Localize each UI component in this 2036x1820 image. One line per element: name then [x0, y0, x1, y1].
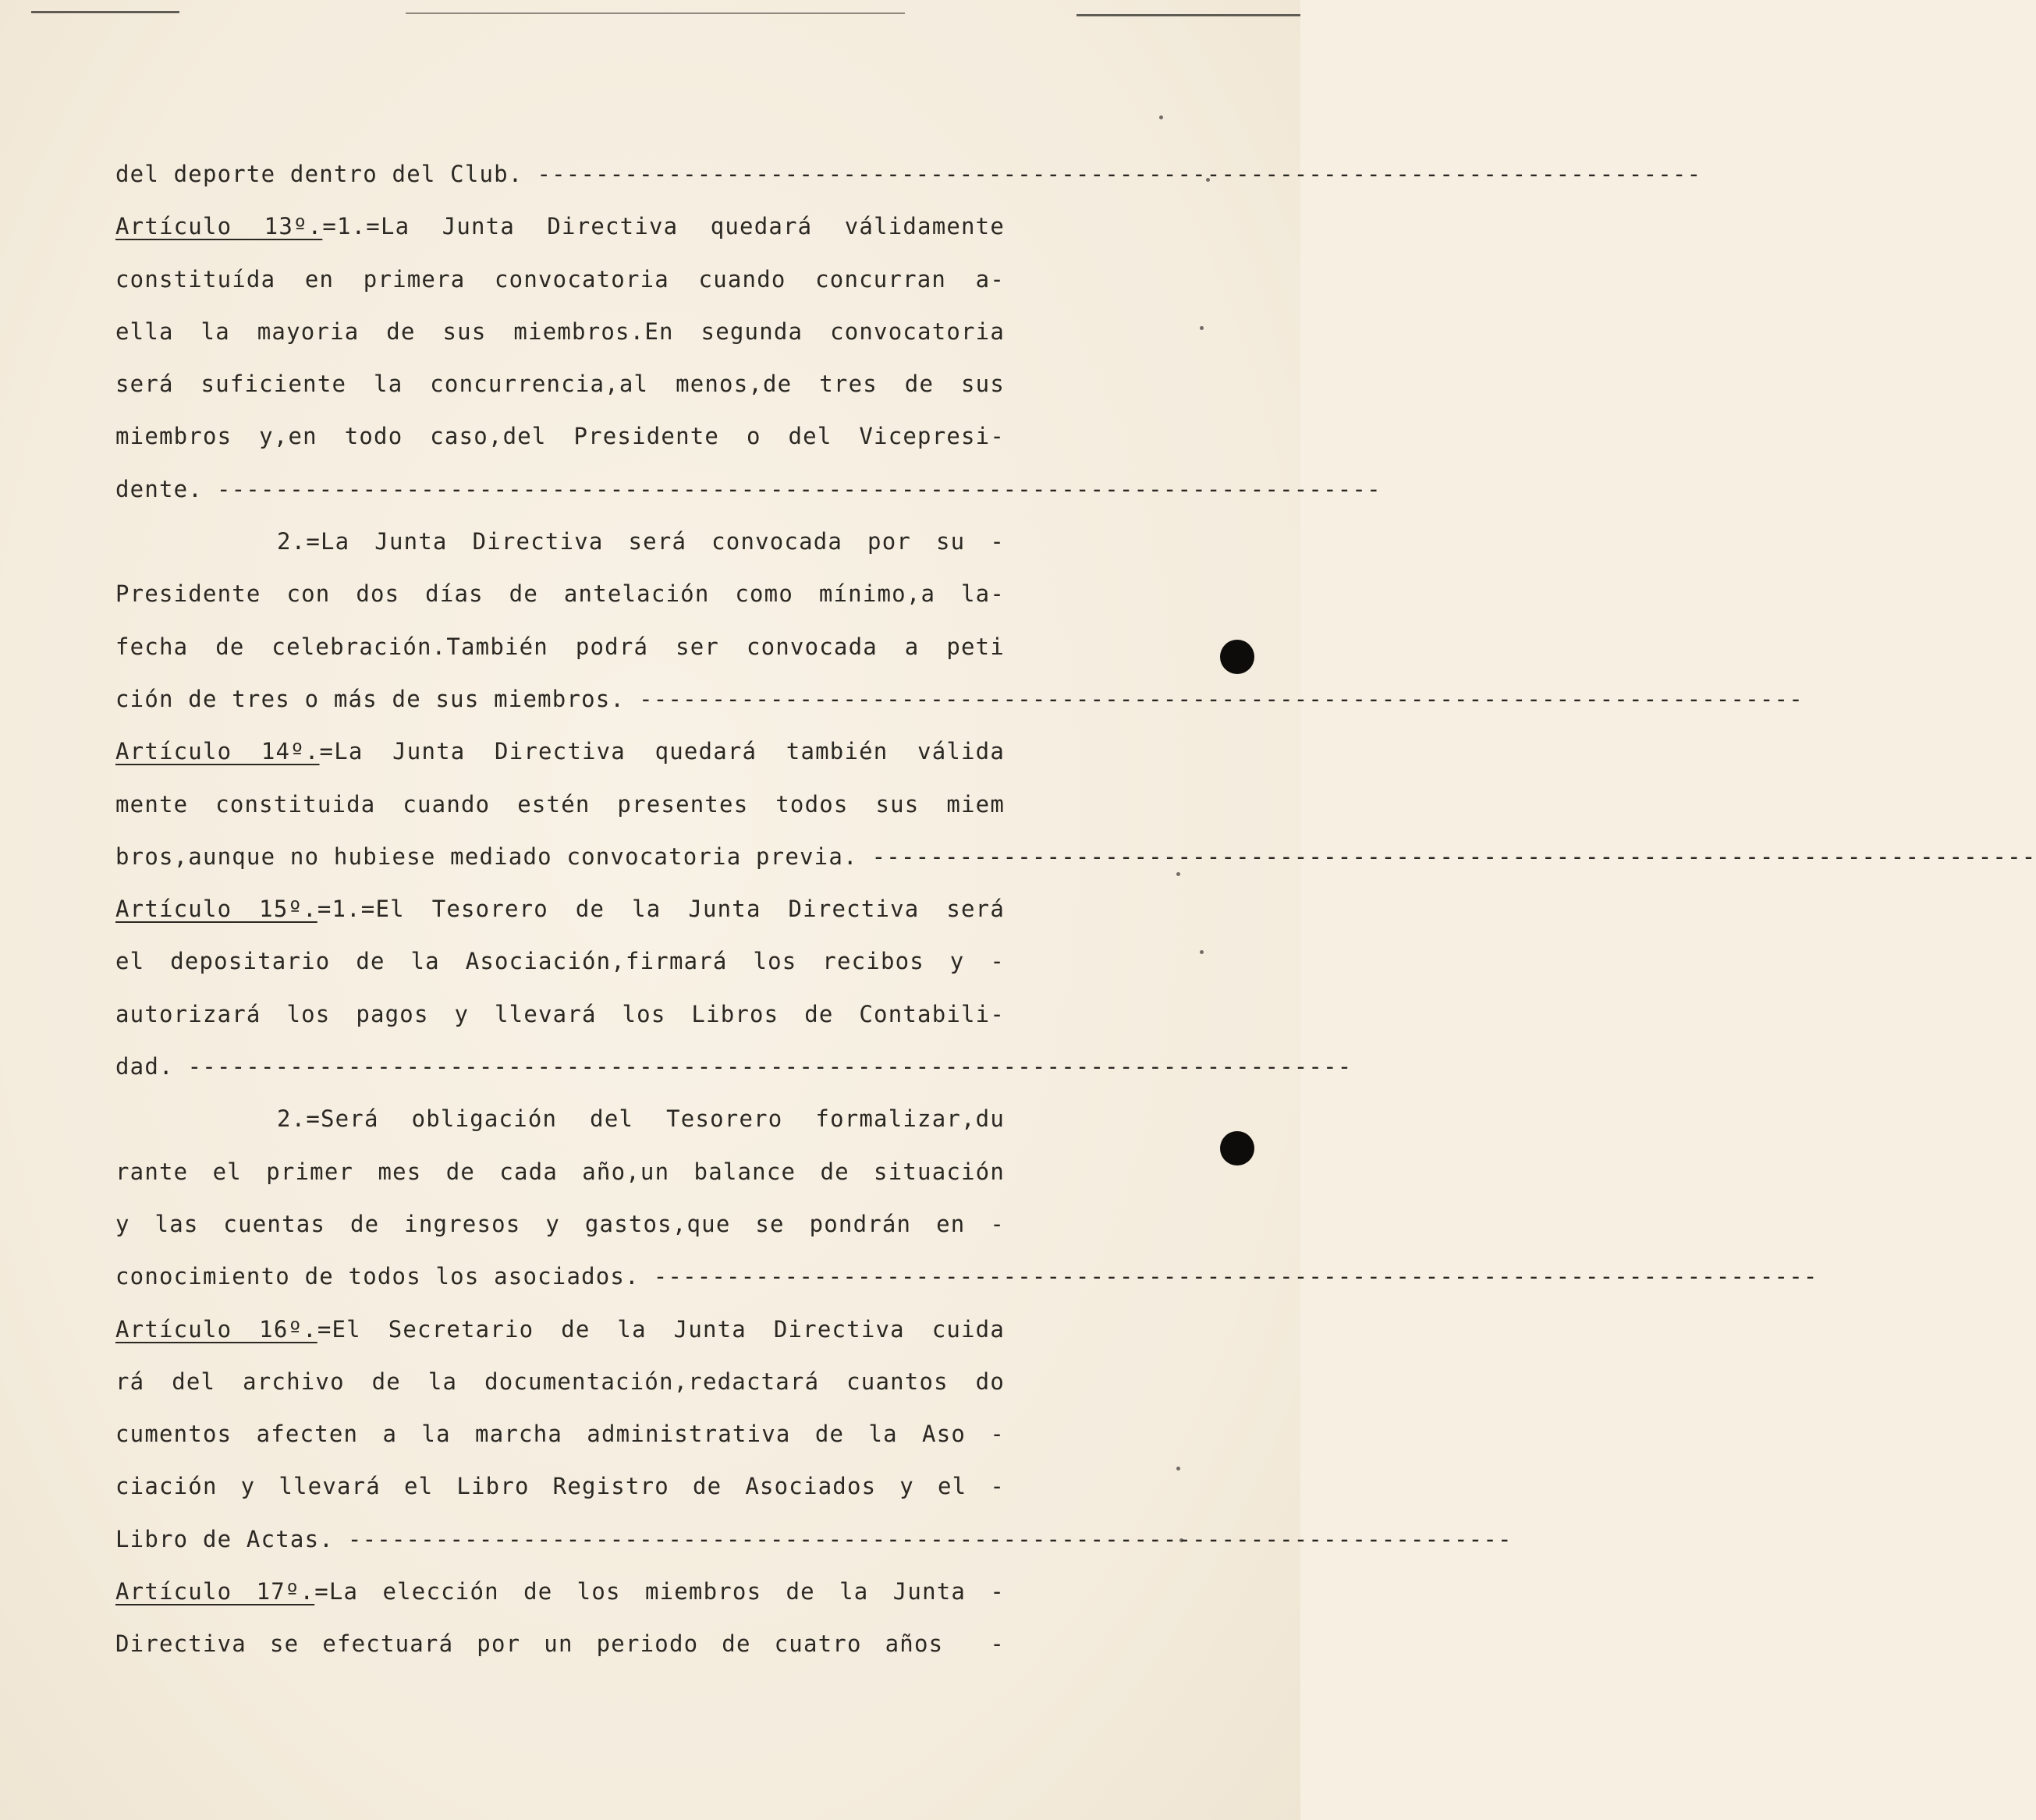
dash-fill: --------------------------------------------------------------------------------: [216, 475, 1382, 502]
line-text: autorizará los pagos y llevará los Libros de Contabili-: [115, 1000, 1005, 1027]
line-text: el depositario de la Asociación,firmará los recibos y -: [115, 948, 1005, 975]
dash-fill: --------------------------------------------------------------------------------: [639, 685, 1804, 712]
text-line: [115, 726, 1005, 778]
text-line: [115, 1198, 1005, 1251]
article-text: =1.=La Junta Directiva quedará válidamente: [322, 213, 1006, 240]
text-line: [115, 1566, 1005, 1618]
text-line: [115, 935, 1005, 988]
text-line: [115, 883, 1005, 935]
article-heading: Artículo 14º.: [115, 738, 320, 765]
text-line: [115, 1513, 1513, 1566]
line-text: [115, 726, 1005, 778]
line-text: 2.=La Junta Directiva será convocada por su -: [277, 528, 1005, 555]
text-line: [115, 568, 1005, 620]
scan-edge-mark: [1077, 14, 1300, 16]
line-text: miembros y,en todo caso,del Presidente o del Vicepresi-: [115, 423, 1005, 450]
line-text: fecha de celebración.También podrá ser convocada a peti: [115, 633, 1005, 660]
text-line: [115, 1618, 1005, 1670]
line-text: Presidente con dos días de antelación como mínimo,a la-: [115, 580, 1005, 608]
line-text: [115, 1566, 1005, 1618]
text-line: [115, 200, 1005, 253]
text-line: [115, 1251, 1818, 1303]
line-text: cumentos afecten a la marcha administrativa de la Aso -: [115, 1421, 1005, 1448]
speck: [1159, 115, 1163, 119]
line-text: mente constituida cuando estén presentes todos sus miem: [115, 790, 1005, 818]
article-text: =La elección de los miembros de la Junta -: [314, 1578, 1005, 1605]
text-line: [115, 1041, 1353, 1093]
text-line: [115, 254, 1005, 306]
dash-fill: --------------------------------------------------------------------------------: [871, 843, 2036, 870]
article-text: =El Secretario de la Junta Directiva cuida: [317, 1315, 1005, 1343]
punch-hole: [1220, 640, 1254, 674]
dash-fill: --------------------------------------------------------------------------------: [537, 161, 1702, 187]
typed-text-body: [115, 148, 2036, 1671]
text-line: [115, 988, 1005, 1041]
line-text: bros,aunque no hubiese mediado convocatoria previa.: [115, 843, 858, 870]
line-text: [115, 883, 1005, 935]
line-text: [115, 1304, 1005, 1356]
line-text: [115, 200, 1005, 253]
text-line: [115, 1146, 1005, 1198]
line-text: rá del archivo de la documentación,redactará cuantos do: [115, 1368, 1005, 1395]
line-text: Directiva se efectuará por un periodo de cuatro años -: [115, 1630, 1005, 1658]
line-text: ella la mayoria de sus miembros.En segunda convocatoria: [115, 318, 1005, 345]
article-heading: Artículo 17º.: [115, 1578, 315, 1605]
line-text: ciación y llevará el Libro Registro de Asociados y el -: [115, 1473, 1005, 1500]
text-line: [115, 779, 1005, 831]
line-text: ción de tres o más de sus miembros.: [115, 685, 626, 712]
text-line: [115, 148, 1702, 200]
speck: [1200, 950, 1204, 954]
dash-fill: --------------------------------------------------------------------------------: [187, 1053, 1353, 1080]
line-text: 2.=Será obligación del Tesorero formalizar,du: [277, 1105, 1005, 1133]
line-text: del deporte dentro del Club.: [115, 161, 523, 187]
text-line: [115, 621, 1005, 673]
text-line: [115, 1408, 1005, 1460]
text-line: [115, 516, 1005, 568]
line-text: dente.: [115, 475, 203, 502]
line-text: rante el primer mes de cada año,un balance de situación: [115, 1158, 1005, 1185]
line-text: constituída en primera convocatoria cuando concurran a-: [115, 265, 1005, 293]
dash-fill: --------------------------------------------------------------------------------: [653, 1263, 1818, 1290]
article-text: =1.=El Tesorero de la Junta Directiva será: [317, 896, 1005, 923]
article-heading: Artículo 15º.: [115, 896, 317, 923]
text-line: [115, 1460, 1005, 1513]
article-text: =La Junta Directiva quedará también válida: [319, 738, 1005, 765]
text-line: [115, 1093, 1005, 1145]
scan-edge-mark: [31, 11, 179, 13]
punch-hole: [1220, 1131, 1254, 1165]
line-text: será suficiente la concurrencia,al menos,de tres de sus: [115, 371, 1005, 398]
text-line: [115, 358, 1005, 410]
text-line: [115, 1356, 1005, 1408]
line-text: conocimiento de todos los asociados.: [115, 1263, 640, 1290]
dash-fill: --------------------------------------------------------------------------------: [347, 1525, 1513, 1552]
text-line: [115, 306, 1005, 358]
line-text: y las cuentas de ingresos y gastos,que se pondrán en -: [115, 1210, 1005, 1237]
text-line: [115, 673, 1804, 726]
text-line: [115, 831, 2036, 883]
text-line: [115, 463, 1382, 516]
text-line: [115, 1304, 1005, 1356]
speck: [1176, 1467, 1180, 1471]
scan-edge-mark: [406, 12, 905, 14]
line-text: Libro de Actas.: [115, 1525, 334, 1552]
article-heading: Artículo 13º.: [115, 213, 323, 240]
text-line: [115, 410, 1005, 463]
line-text: dad.: [115, 1053, 174, 1080]
speck: [1200, 326, 1204, 330]
article-heading: Artículo 16º.: [115, 1315, 317, 1343]
